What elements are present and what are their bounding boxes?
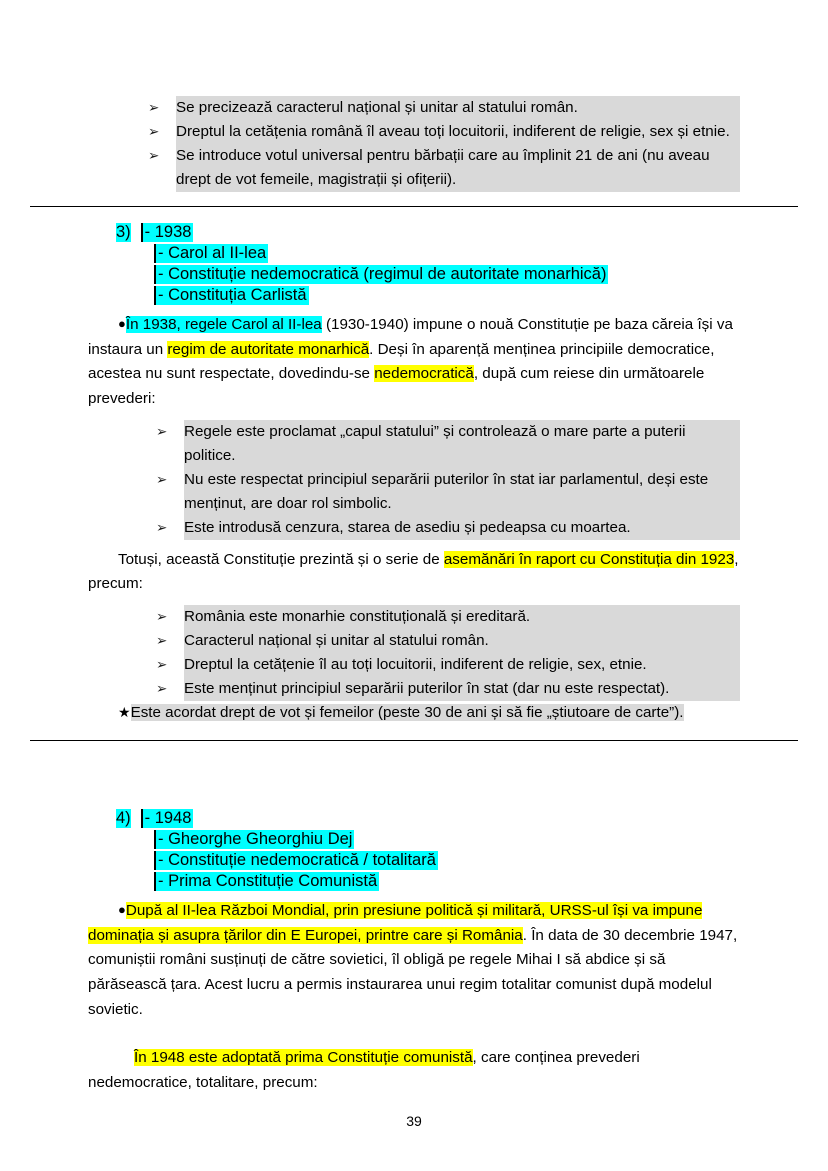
list-1938-prevederi (156, 420, 740, 540)
section-divider-2 (30, 740, 798, 741)
list-item-text: Dreptul la cetățenie îl au toți locuitorii, indiferent de religie, sex, etnie. (184, 653, 740, 677)
arrow-bullet-icon: ➢ (156, 608, 168, 624)
section-heading-row (88, 223, 740, 242)
section-1938 (88, 223, 740, 305)
arrow-bullet-icon: ➢ (148, 148, 160, 164)
list-item (156, 653, 740, 677)
list-item (156, 677, 740, 701)
list-item (156, 468, 740, 516)
list-item (156, 420, 740, 468)
paragraph-1948-intro (88, 899, 740, 1022)
paragraph-highlight-yellow-2: nedemocratică (374, 365, 474, 383)
list-item (148, 96, 740, 120)
arrow-bullet-icon: ➢ (156, 519, 168, 535)
section-number: 4) (116, 809, 131, 828)
list-item (156, 605, 740, 629)
top-arrow-list (148, 96, 740, 192)
section-subtitle-1: - Carol al II-lea (154, 244, 268, 263)
star-note-text: Este acordat drept de vot și femeilor (peste 30 de ani și să fie „știutoare de carte”). (130, 703, 684, 721)
list-1938-asemanari (156, 605, 740, 701)
list-item-text: Se precizează caracterul național și unitar al statului român. (176, 96, 740, 120)
paragraph-highlight-cyan: În 1938, regele Carol al II-lea (125, 316, 322, 334)
section-number: 3) (116, 223, 131, 242)
list-item-text: Nu este respectat principiul separării puterilor în stat iar parlamentul, deși este menținut, are doar rol simbolic. (184, 468, 740, 516)
section-subtitle-1: - Gheorghe Gheorghiu Dej (154, 830, 354, 849)
arrow-bullet-icon: ➢ (156, 471, 168, 487)
paragraph-text: . În data de 30 decembrie 1947, comuniștii români susținuți de către sovietici, îl obligă pe regele Mihai I să abdice și să părăsească țara. Acest lucru a permis instaurarea unui regim totalitar comunist după modelul sovietic. (88, 926, 738, 1018)
paragraph-star-note (118, 701, 740, 725)
paragraph-highlight-yellow: asemănări în raport cu Constituția din 1923 (443, 550, 735, 568)
paragraph-text-3: , după cum reiese din următoarele prevederi: (88, 365, 705, 407)
paragraph-text-2: , care conținea prevederi nedemocratice, totalitare, precum: (88, 1049, 640, 1091)
paragraph-highlight-yellow: După al II-lea Război Mondial, prin presiune politică și militară, URSS-ul își va impune dominația și asupra țărilor din E Europei, printre care și România (88, 902, 703, 944)
paragraph-1948-constitutie (88, 1046, 740, 1095)
paragraph-1938-intro (88, 313, 740, 412)
page-number: 39 (406, 1113, 422, 1129)
section-subtitle-2: - Constituție nedemocratică / totalitară (154, 851, 438, 870)
section-heading-row (88, 809, 740, 828)
section-title: - 1948 (141, 809, 194, 828)
list-item-text: Caracterul național și unitar al statului român. (184, 629, 740, 653)
section-divider (30, 206, 798, 207)
paragraph-highlight-yellow-1: regim de autoritate monarhică (167, 340, 370, 358)
paragraph-text: (1930-1940) impune o nouă Constituție pe baza căreia își va instaura un (88, 316, 733, 358)
list-item (156, 629, 740, 653)
list-item-text: Dreptul la cetățenia română îl aveau toți locuitorii, indiferent de religie, sex și etnie. (176, 120, 740, 144)
paragraph-highlight-yellow-2: În 1948 este adoptată prima Constituție comunistă (134, 1049, 473, 1067)
dot-bullet-icon: ● (118, 316, 126, 332)
list-item-text: România este monarhie constituțională și ereditară. (184, 605, 740, 629)
list-item-text: Este introdusă cenzura, starea de asediu și pedeapsa cu moartea. (184, 516, 740, 540)
arrow-bullet-icon: ➢ (148, 124, 160, 140)
list-item-text: Se introduce votul universal pentru bărbații care au împlinit 21 de ani (nu aveau drept de vot femeile, magistrații și ofițerii). (176, 144, 740, 192)
paragraph-1938-asemanari (88, 548, 740, 597)
list-item-text: Regele este proclamat „capul statului” și controlează o mare parte a puterii politice. (184, 420, 740, 468)
star-bullet-icon: ★ (118, 703, 131, 720)
section-subtitle-2: - Constituție nedemocratică (regimul de autoritate monarhică) (154, 265, 608, 284)
paragraph-text-2: . Deși în aparență menținea principiile democratice, acestea nu sunt respectate, dovedindu-se (88, 340, 715, 383)
paragraph-text: Totuși, această Constituție prezintă și o serie de (118, 550, 444, 568)
list-item-text: Este menținut principiul separării puterilor în stat (dar nu este respectat). (184, 677, 740, 701)
section-subtitle-3: - Constituția Carlistă (154, 286, 309, 305)
arrow-bullet-icon: ➢ (156, 680, 168, 696)
list-item (156, 516, 740, 540)
list-item (148, 144, 740, 192)
arrow-bullet-icon: ➢ (148, 100, 160, 115)
arrow-bullet-icon: ➢ (156, 423, 168, 439)
paragraph-text-2: , precum: (88, 550, 739, 593)
list-item (148, 120, 740, 144)
arrow-bullet-icon: ➢ (156, 656, 168, 672)
section-title: - 1938 (141, 223, 194, 242)
section-subtitle-3: - Prima Constituție Comunistă (154, 872, 379, 891)
arrow-bullet-icon: ➢ (156, 632, 168, 648)
section-1948 (88, 809, 740, 891)
dot-bullet-icon: ● (118, 902, 126, 918)
